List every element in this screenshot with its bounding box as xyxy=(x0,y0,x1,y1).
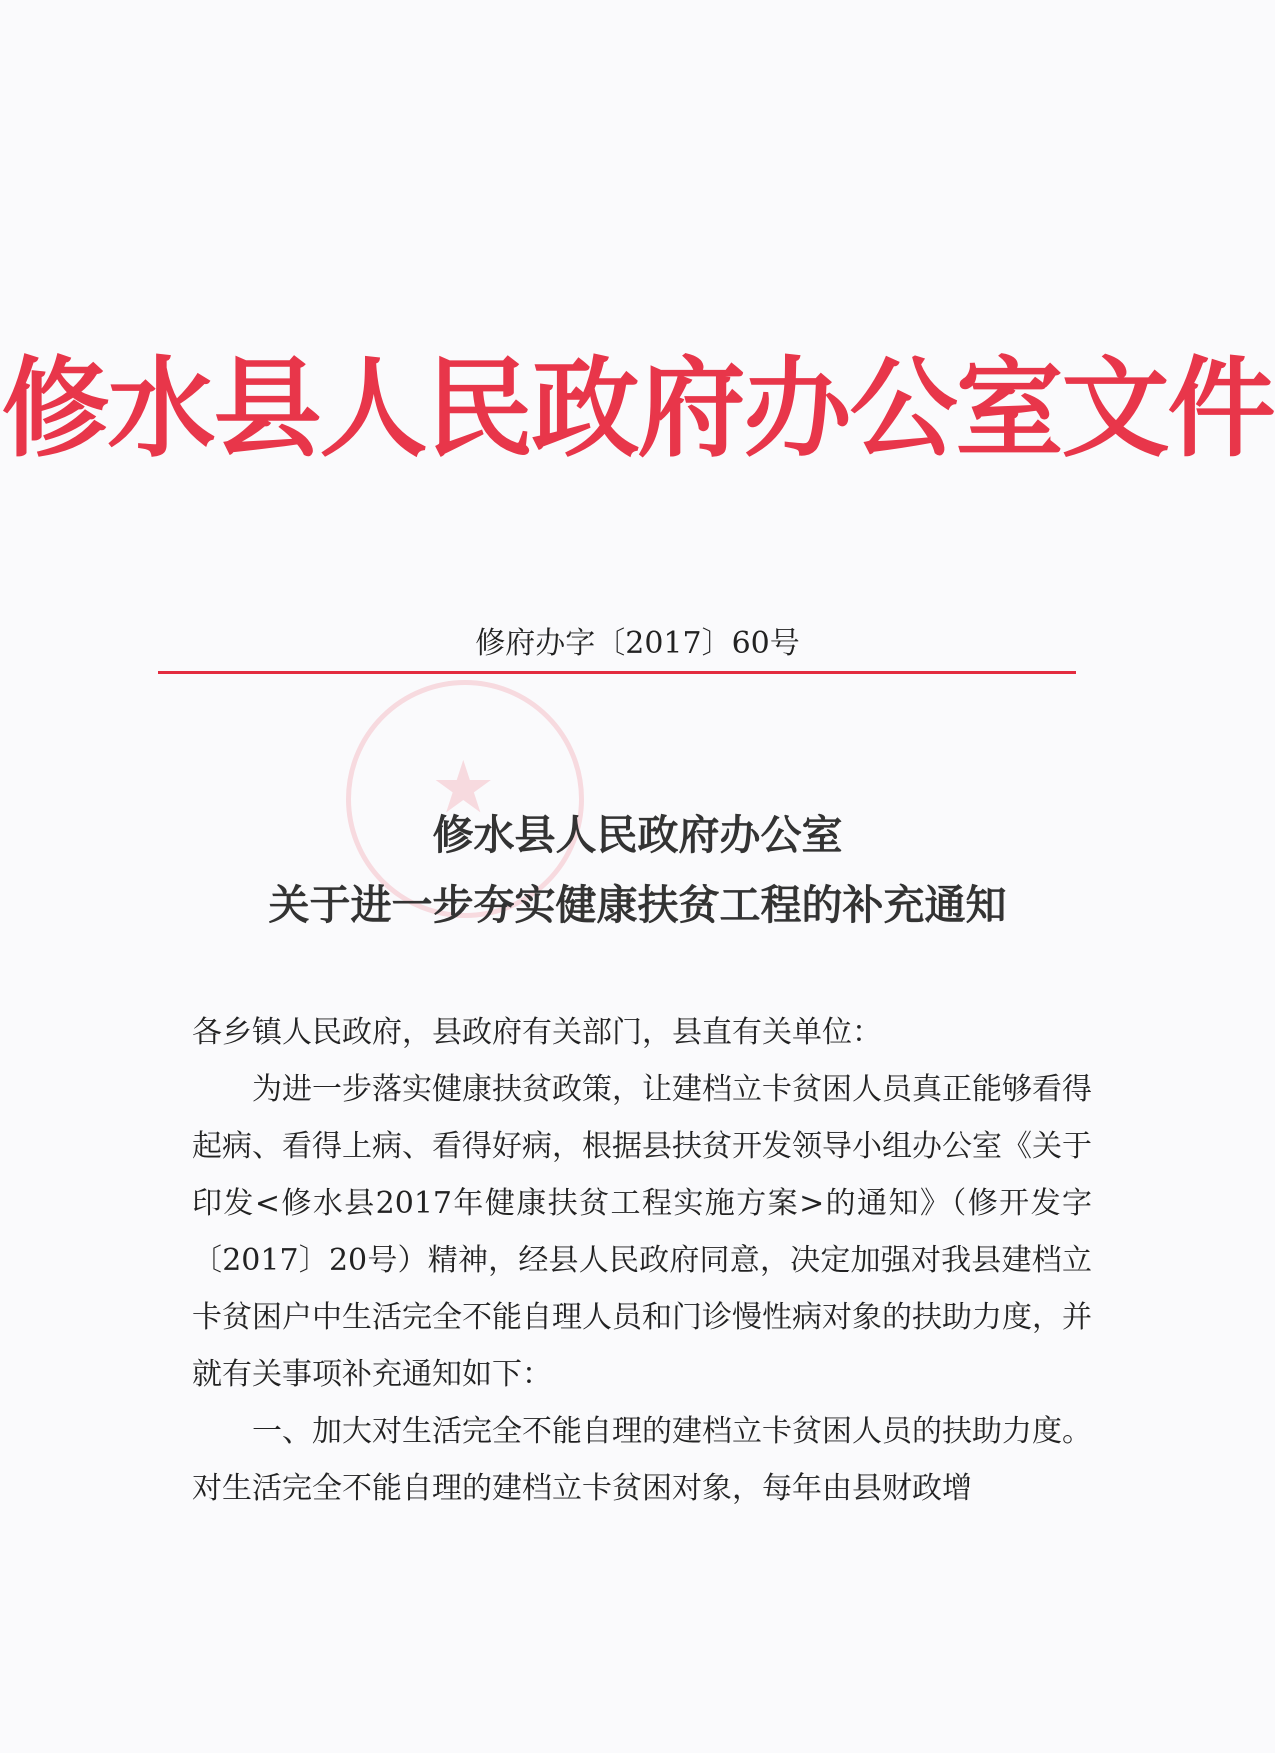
notice-title-line1: 修水县人民政府办公室 xyxy=(432,811,843,859)
seal-star-icon: ★ xyxy=(431,745,496,829)
document-number: 修府办字〔2017〕60号 xyxy=(475,626,800,661)
body-paragraph-1: 为进一步落实健康扶贫政策，让建档立卡贫困人员真正能够看得起病、看得上病、看得好病，根据县扶贫开发领导小组办公室《关于印发<修水县2017年健康扶贫工程实施方案>的通知》（修开发字〔2017〕20号）精神，经县人民政府同意，决定加强对我县建档立卡贫困户中生活完全不能自理人员和门诊慢性病对象的扶助力度，并就有关事项补充通知如下： xyxy=(192,1072,1092,1392)
notice-title-line2: 关于进一步夯实健康扶贫工程的补充通知 xyxy=(268,881,1007,929)
document-header-title: 修水县人民政府办公室文件 xyxy=(1,346,1274,472)
document-body xyxy=(192,1004,1092,1517)
salutation: 各乡镇人民政府，县政府有关部门，县直有关单位： xyxy=(192,1015,882,1050)
body-paragraph-2: 一、加大对生活完全不能自理的建档立卡贫困人员的扶助力度。对生活完全不能自理的建档立卡贫困对象，每年由县财政增 xyxy=(192,1414,1092,1506)
header-separator-line xyxy=(158,671,1076,674)
